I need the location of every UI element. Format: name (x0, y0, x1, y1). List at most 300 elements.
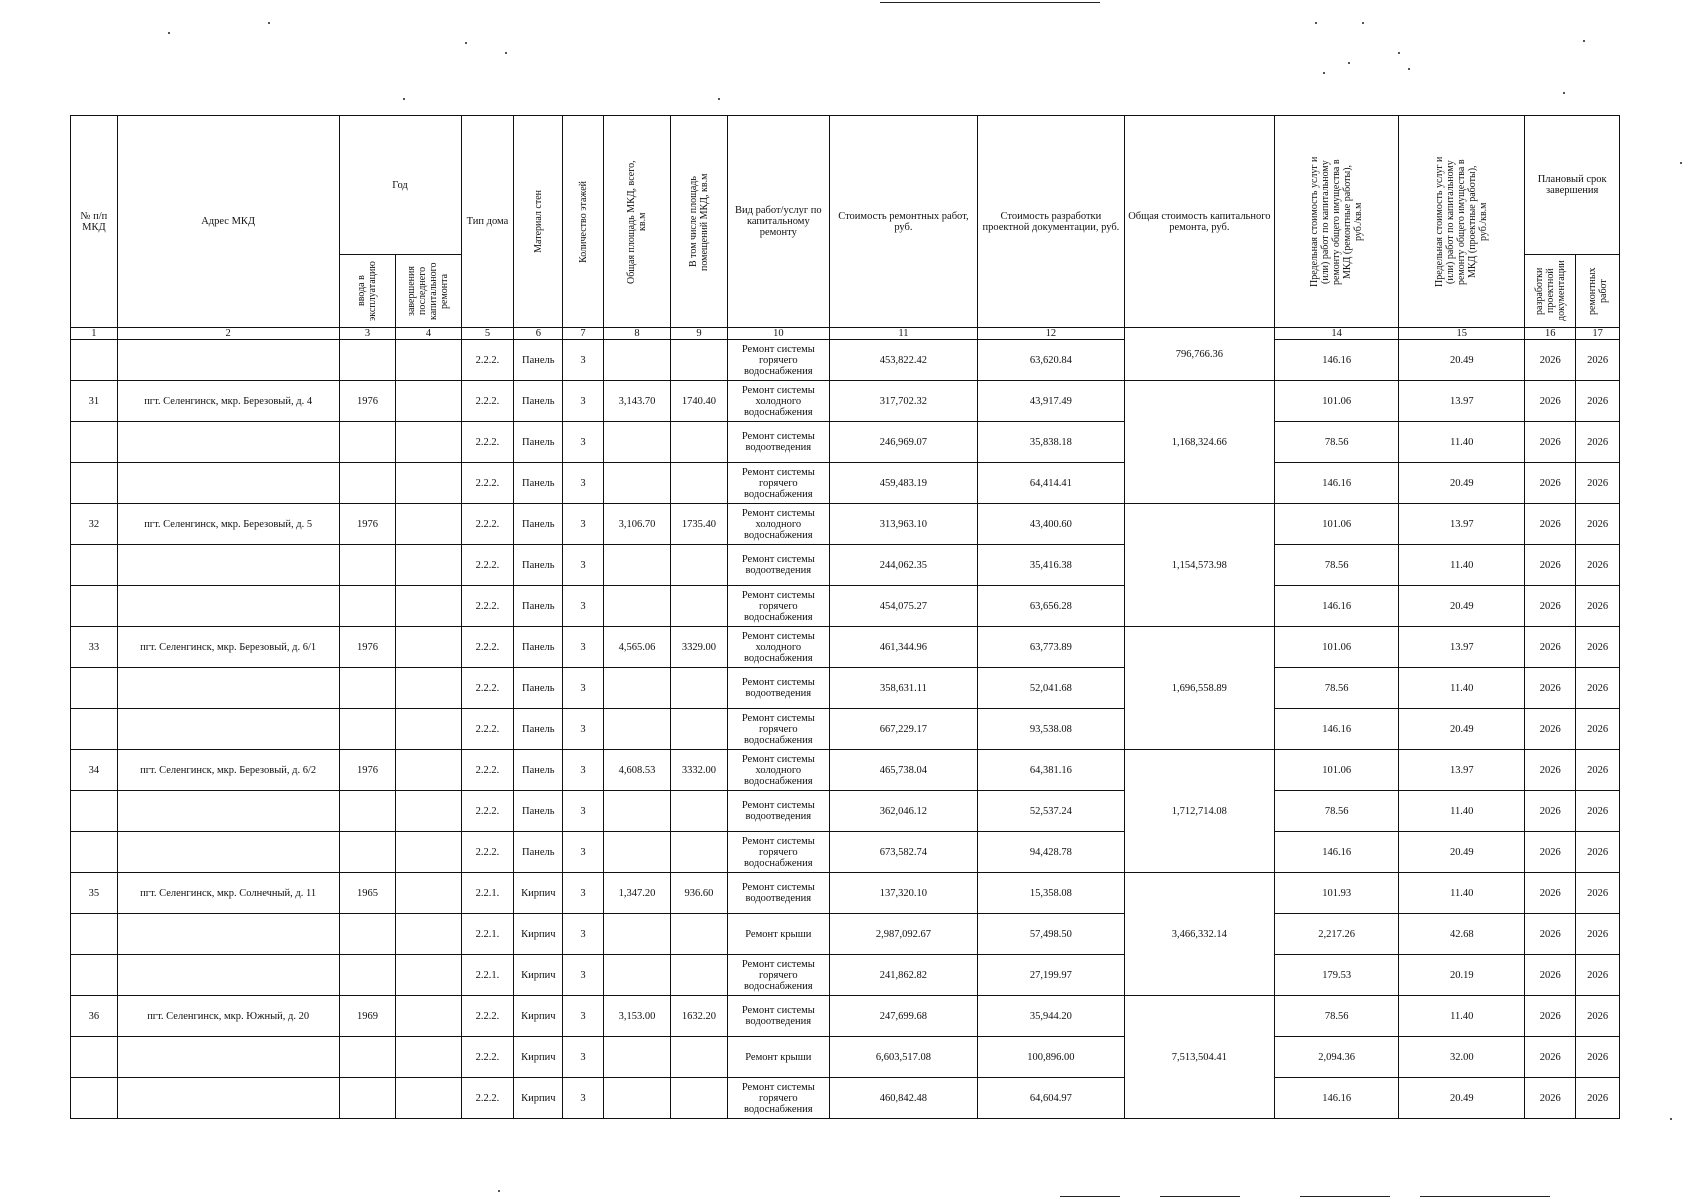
total-area-cell: 1,347.20 (603, 873, 670, 914)
last-repair-year-cell (396, 463, 461, 504)
limit-project-cell: 20.49 (1399, 340, 1525, 381)
empty-cell (71, 586, 118, 627)
house-type-cell: 2.2.1. (461, 955, 514, 996)
col-header-total-cost: Общая стоимость капитального ремонта, руб. (1124, 116, 1275, 328)
repair-cost-cell: 362,046.12 (829, 791, 977, 832)
empty-cell (71, 340, 118, 381)
deadline-project-cell: 2026 (1525, 1078, 1576, 1119)
col-number: 9 (671, 328, 728, 340)
address-cell: пгт. Селенгинск, мкр. Березовый, д. 4 (117, 381, 339, 422)
empty-cell (603, 545, 670, 586)
limit-repair-cell: 2,217.26 (1275, 914, 1399, 955)
empty-cell (71, 463, 118, 504)
col-header-wall-material (514, 116, 563, 328)
rooms-area-cell: 3329.00 (671, 627, 728, 668)
mkd-number-cell: 34 (71, 750, 118, 791)
deadline-repair-cell: 2026 (1576, 914, 1620, 955)
house-type-cell: 2.2.2. (461, 750, 514, 791)
repair-cost-cell: 2,987,092.67 (829, 914, 977, 955)
repair-cost-cell: 461,344.96 (829, 627, 977, 668)
floors-cell: 3 (563, 914, 604, 955)
col-header-commission-year-text: ввода в эксплуатацию (356, 261, 379, 321)
empty-cell (117, 422, 339, 463)
repair-cost-cell: 454,075.27 (829, 586, 977, 627)
table-row (71, 504, 1620, 545)
empty-cell (671, 832, 728, 873)
table-row (71, 340, 1620, 381)
limit-project-cell: 20.49 (1399, 1078, 1525, 1119)
limit-project-cell: 11.40 (1399, 873, 1525, 914)
empty-cell (339, 422, 396, 463)
empty-cell (117, 1037, 339, 1078)
commission-year-cell: 1969 (339, 996, 396, 1037)
house-type-cell: 2.2.2. (461, 504, 514, 545)
house-type-cell: 2.2.1. (461, 873, 514, 914)
project-cost-cell: 100,896.00 (978, 1037, 1124, 1078)
last-repair-year-cell (396, 586, 461, 627)
empty-cell (603, 340, 670, 381)
limit-repair-cell: 101.06 (1275, 504, 1399, 545)
col-header-work-type: Вид работ/услуг по капитальному ремонту (727, 116, 829, 328)
table-row (71, 545, 1620, 586)
col-number: 4 (396, 328, 461, 340)
empty-cell (117, 955, 339, 996)
deadline-project-cell: 2026 (1525, 873, 1576, 914)
table-row (71, 586, 1620, 627)
limit-repair-cell: 179.53 (1275, 955, 1399, 996)
deadline-repair-cell: 2026 (1576, 463, 1620, 504)
last-repair-year-cell (396, 996, 461, 1037)
col-number: 12 (978, 328, 1124, 340)
commission-year-cell: 1976 (339, 750, 396, 791)
empty-cell (117, 545, 339, 586)
limit-repair-cell: 101.06 (1275, 750, 1399, 791)
limit-repair-cell: 78.56 (1275, 668, 1399, 709)
empty-cell (117, 340, 339, 381)
limit-project-cell: 20.49 (1399, 463, 1525, 504)
limit-repair-cell: 101.93 (1275, 873, 1399, 914)
wall-material-cell: Панель (514, 463, 563, 504)
repair-cost-cell: 247,699.68 (829, 996, 977, 1037)
project-cost-cell: 27,199.97 (978, 955, 1124, 996)
col-header-deadline-repair (1576, 255, 1620, 328)
limit-repair-cell: 146.16 (1275, 463, 1399, 504)
wall-material-cell: Панель (514, 586, 563, 627)
empty-cell (71, 832, 118, 873)
limit-project-cell: 32.00 (1399, 1037, 1525, 1078)
col-number: 7 (563, 328, 604, 340)
empty-cell (339, 586, 396, 627)
scan-speck (1398, 52, 1400, 54)
mkd-number-cell: 31 (71, 381, 118, 422)
work-type-cell: Ремонт системы водоотведения (727, 422, 829, 463)
limit-project-cell: 42.68 (1399, 914, 1525, 955)
scan-speck (1583, 40, 1585, 42)
repair-cost-cell: 460,842.48 (829, 1078, 977, 1119)
address-cell: пгт. Селенгинск, мкр. Солнечный, д. 11 (117, 873, 339, 914)
empty-cell (603, 586, 670, 627)
rooms-area-cell: 1632.20 (671, 996, 728, 1037)
repair-cost-cell: 459,483.19 (829, 463, 977, 504)
deadline-repair-cell: 2026 (1576, 955, 1620, 996)
total-cost-cell: 3,466,332.14 (1124, 873, 1275, 996)
project-cost-cell: 64,604.97 (978, 1078, 1124, 1119)
scan-speck (168, 32, 170, 34)
deadline-repair-cell: 2026 (1576, 996, 1620, 1037)
mkd-number-cell: 33 (71, 627, 118, 668)
empty-cell (71, 668, 118, 709)
project-cost-cell: 35,838.18 (978, 422, 1124, 463)
floors-cell: 3 (563, 504, 604, 545)
wall-material-cell: Кирпич (514, 914, 563, 955)
deadline-repair-cell: 2026 (1576, 627, 1620, 668)
rooms-area-cell: 3332.00 (671, 750, 728, 791)
col-number: 5 (461, 328, 514, 340)
wall-material-cell: Кирпич (514, 873, 563, 914)
wall-material-cell: Панель (514, 709, 563, 750)
limit-project-cell: 11.40 (1399, 545, 1525, 586)
table-row (71, 627, 1620, 668)
repair-cost-cell: 241,862.82 (829, 955, 977, 996)
empty-cell (396, 340, 461, 381)
scan-speck (1680, 162, 1682, 164)
empty-cell (671, 463, 728, 504)
empty-cell (603, 709, 670, 750)
house-type-cell: 2.2.2. (461, 422, 514, 463)
col-number: 3 (339, 328, 396, 340)
last-repair-year-cell (396, 791, 461, 832)
col-header-commission-year (339, 255, 396, 328)
deadline-project-cell: 2026 (1525, 750, 1576, 791)
floors-cell: 3 (563, 381, 604, 422)
scan-speck (1315, 22, 1317, 24)
table-row (71, 668, 1620, 709)
last-repair-year-cell (396, 955, 461, 996)
scan-line (1300, 1196, 1390, 1197)
table-row (71, 873, 1620, 914)
total-area-cell: 4,608.53 (603, 750, 670, 791)
col-header-address: Адрес МКД (117, 116, 339, 328)
limit-project-cell: 11.40 (1399, 996, 1525, 1037)
empty-cell (603, 914, 670, 955)
floors-cell: 3 (563, 955, 604, 996)
scan-speck (465, 42, 467, 44)
wall-material-cell: Панель (514, 545, 563, 586)
empty-cell (71, 914, 118, 955)
work-type-cell: Ремонт крыши (727, 914, 829, 955)
floors-cell: 3 (563, 463, 604, 504)
mkd-number-cell: 32 (71, 504, 118, 545)
col-header-rooms-area-text: В том числе площадь помещений МКД, кв.м (687, 172, 710, 271)
floors-cell: 3 (563, 668, 604, 709)
deadline-project-cell: 2026 (1525, 381, 1576, 422)
last-repair-year-cell (396, 873, 461, 914)
work-type-cell: Ремонт системы горячего водоснабжения (727, 832, 829, 873)
total-cost-cell: 1,168,324.66 (1124, 381, 1275, 504)
deadline-repair-cell: 2026 (1576, 1078, 1620, 1119)
house-type-cell: 2.2.2. (461, 340, 514, 381)
project-cost-cell: 52,537.24 (978, 791, 1124, 832)
scan-line (1160, 1196, 1240, 1197)
col-number-13: 796,766.36 (1124, 328, 1275, 381)
project-cost-cell: 35,944.20 (978, 996, 1124, 1037)
empty-cell (117, 832, 339, 873)
col-header-floors-text: Количество этажей (577, 180, 589, 263)
floors-cell: 3 (563, 791, 604, 832)
floors-cell: 3 (563, 545, 604, 586)
work-type-cell: Ремонт системы водоотведения (727, 873, 829, 914)
total-area-cell: 4,565.06 (603, 627, 670, 668)
col-number: 16 (1525, 328, 1576, 340)
deadline-project-cell: 2026 (1525, 340, 1576, 381)
repair-cost-cell: 244,062.35 (829, 545, 977, 586)
wall-material-cell: Панель (514, 422, 563, 463)
deadline-repair-cell: 2026 (1576, 340, 1620, 381)
limit-project-cell: 11.40 (1399, 668, 1525, 709)
deadline-project-cell: 2026 (1525, 627, 1576, 668)
work-type-cell: Ремонт системы водоотведения (727, 545, 829, 586)
empty-cell (339, 791, 396, 832)
deadline-repair-cell: 2026 (1576, 381, 1620, 422)
limit-repair-cell: 101.06 (1275, 381, 1399, 422)
deadline-repair-cell: 2026 (1576, 832, 1620, 873)
deadline-repair-cell: 2026 (1576, 668, 1620, 709)
project-cost-cell: 63,656.28 (978, 586, 1124, 627)
limit-project-cell: 11.40 (1399, 791, 1525, 832)
wall-material-cell: Панель (514, 791, 563, 832)
deadline-repair-cell: 2026 (1576, 422, 1620, 463)
floors-cell: 3 (563, 422, 604, 463)
work-type-cell: Ремонт системы водоотведения (727, 668, 829, 709)
limit-project-cell: 13.97 (1399, 750, 1525, 791)
floors-cell: 3 (563, 709, 604, 750)
empty-cell (339, 668, 396, 709)
last-repair-year-cell (396, 1037, 461, 1078)
total-cost-cell: 7,513,504.41 (1124, 996, 1275, 1119)
col-number: 6 (514, 328, 563, 340)
limit-repair-cell: 78.56 (1275, 545, 1399, 586)
col-header-total-area-text: Общая площадь МКД, всего, кв.м (625, 159, 648, 284)
table-row (71, 791, 1620, 832)
wall-material-cell: Панель (514, 504, 563, 545)
address-cell: пгт. Селенгинск, мкр. Южный, д. 20 (117, 996, 339, 1037)
project-cost-cell: 35,416.38 (978, 545, 1124, 586)
repair-cost-cell: 313,963.10 (829, 504, 977, 545)
limit-project-cell: 20.19 (1399, 955, 1525, 996)
empty-cell (671, 709, 728, 750)
last-repair-year-cell (396, 504, 461, 545)
empty-cell (71, 791, 118, 832)
limit-repair-cell: 78.56 (1275, 422, 1399, 463)
mkd-number-cell: 36 (71, 996, 118, 1037)
col-header-no: № п/п МКД (71, 116, 118, 328)
table-row (71, 996, 1620, 1037)
work-type-cell: Ремонт системы горячего водоснабжения (727, 463, 829, 504)
table-row (71, 463, 1620, 504)
empty-cell (117, 586, 339, 627)
empty-cell (117, 463, 339, 504)
total-area-cell: 3,143.70 (603, 381, 670, 422)
col-number: 15 (1399, 328, 1525, 340)
address-cell: пгт. Селенгинск, мкр. Березовый, д. 6/1 (117, 627, 339, 668)
scan-line (880, 2, 1100, 3)
scan-speck (1362, 22, 1364, 24)
scan-speck (1563, 92, 1565, 94)
deadline-repair-cell: 2026 (1576, 873, 1620, 914)
table-row (71, 750, 1620, 791)
empty-cell (603, 463, 670, 504)
deadline-project-cell: 2026 (1525, 545, 1576, 586)
scan-speck (1323, 72, 1325, 74)
col-header-deadline-project (1525, 255, 1576, 328)
total-cost-cell: 1,696,558.89 (1124, 627, 1275, 750)
empty-cell (671, 545, 728, 586)
house-type-cell: 2.2.2. (461, 545, 514, 586)
empty-cell (71, 955, 118, 996)
col-number: 2 (117, 328, 339, 340)
last-repair-year-cell (396, 668, 461, 709)
house-type-cell: 2.2.2. (461, 709, 514, 750)
empty-cell (339, 709, 396, 750)
limit-repair-cell: 101.06 (1275, 627, 1399, 668)
wall-material-cell: Панель (514, 627, 563, 668)
wall-material-cell: Панель (514, 750, 563, 791)
floors-cell: 3 (563, 586, 604, 627)
table-row (71, 1078, 1620, 1119)
empty-cell (603, 832, 670, 873)
project-cost-cell: 43,917.49 (978, 381, 1124, 422)
limit-project-cell: 20.49 (1399, 586, 1525, 627)
table-row (71, 914, 1620, 955)
col-header-deadline-group: Плановый срок завершения (1525, 116, 1620, 255)
last-repair-year-cell (396, 832, 461, 873)
limit-project-cell: 13.97 (1399, 627, 1525, 668)
table-row (71, 955, 1620, 996)
col-header-deadline-repair-text: ремонтных работ (1586, 267, 1609, 315)
total-cost-cell: 1,712,714.08 (1124, 750, 1275, 873)
empty-cell (671, 668, 728, 709)
col-number: 11 (829, 328, 977, 340)
scan-speck (505, 52, 507, 54)
commission-year-cell: 1976 (339, 381, 396, 422)
deadline-repair-cell: 2026 (1576, 586, 1620, 627)
floors-cell: 3 (563, 996, 604, 1037)
deadline-project-cell: 2026 (1525, 504, 1576, 545)
limit-project-cell: 13.97 (1399, 504, 1525, 545)
limit-repair-cell: 146.16 (1275, 586, 1399, 627)
empty-cell (339, 545, 396, 586)
empty-cell (117, 791, 339, 832)
rooms-area-cell: 936.60 (671, 873, 728, 914)
col-header-last-repair-year (396, 255, 461, 328)
col-header-last-repair-year-text: завершения последнего капитального ремонта (406, 262, 451, 320)
col-header-floors (563, 116, 604, 328)
deadline-project-cell: 2026 (1525, 996, 1576, 1037)
repair-cost-cell: 246,969.07 (829, 422, 977, 463)
last-repair-year-cell (396, 422, 461, 463)
col-header-house-type: Тип дома (461, 116, 514, 328)
deadline-repair-cell: 2026 (1576, 504, 1620, 545)
project-cost-cell: 64,381.16 (978, 750, 1124, 791)
deadline-project-cell: 2026 (1525, 668, 1576, 709)
project-cost-cell: 15,358.08 (978, 873, 1124, 914)
deadline-repair-cell: 2026 (1576, 545, 1620, 586)
deadline-repair-cell: 2026 (1576, 1037, 1620, 1078)
limit-repair-cell: 146.16 (1275, 340, 1399, 381)
col-number: 10 (727, 328, 829, 340)
limit-repair-cell: 2,094.36 (1275, 1037, 1399, 1078)
house-type-cell: 2.2.2. (461, 832, 514, 873)
project-cost-cell: 63,620.84 (978, 340, 1124, 381)
house-type-cell: 2.2.2. (461, 463, 514, 504)
col-header-limit-project (1399, 116, 1525, 328)
deadline-project-cell: 2026 (1525, 422, 1576, 463)
empty-cell (671, 586, 728, 627)
repair-cost-cell: 358,631.11 (829, 668, 977, 709)
deadline-project-cell: 2026 (1525, 586, 1576, 627)
deadline-project-cell: 2026 (1525, 791, 1576, 832)
scan-speck (1348, 62, 1350, 64)
empty-cell (117, 914, 339, 955)
empty-cell (117, 668, 339, 709)
last-repair-year-cell (396, 709, 461, 750)
house-type-cell: 2.2.2. (461, 586, 514, 627)
empty-cell (339, 914, 396, 955)
repair-cost-cell: 453,822.42 (829, 340, 977, 381)
work-type-cell: Ремонт системы холодного водоснабжения (727, 627, 829, 668)
repair-register-table (70, 115, 1620, 1119)
deadline-project-cell: 2026 (1525, 709, 1576, 750)
house-type-cell: 2.2.2. (461, 668, 514, 709)
limit-repair-cell: 146.16 (1275, 832, 1399, 873)
floors-cell: 3 (563, 873, 604, 914)
work-type-cell: Ремонт системы водоотведения (727, 791, 829, 832)
empty-cell (339, 832, 396, 873)
empty-cell (671, 1078, 728, 1119)
house-type-cell: 2.2.2. (461, 1078, 514, 1119)
total-area-cell: 3,153.00 (603, 996, 670, 1037)
deadline-repair-cell: 2026 (1576, 791, 1620, 832)
col-header-total-area (603, 116, 670, 328)
col-number: 1 (71, 328, 118, 340)
house-type-cell: 2.2.2. (461, 627, 514, 668)
scan-speck (1408, 68, 1410, 70)
empty-cell (71, 422, 118, 463)
empty-cell (117, 1078, 339, 1119)
mkd-number-cell: 35 (71, 873, 118, 914)
floors-cell: 3 (563, 1078, 604, 1119)
empty-cell (339, 1037, 396, 1078)
floors-cell: 3 (563, 1037, 604, 1078)
col-header-rooms-area (671, 116, 728, 328)
last-repair-year-cell (396, 381, 461, 422)
project-cost-cell: 52,041.68 (978, 668, 1124, 709)
empty-cell (671, 955, 728, 996)
col-header-limit-project-text: Предельная стоимость услуг и (или) работ по капитальному ремонту общего имущества в МКД (проектные работы), руб./кв.м (1434, 156, 1490, 287)
col-header-repair-cost: Стоимость ремонтных работ, руб. (829, 116, 977, 328)
repair-cost-cell: 137,320.10 (829, 873, 977, 914)
floors-cell: 3 (563, 627, 604, 668)
col-number: 8 (603, 328, 670, 340)
empty-cell (603, 955, 670, 996)
table-row (71, 1037, 1620, 1078)
wall-material-cell: Кирпич (514, 996, 563, 1037)
scan-speck (498, 1190, 500, 1192)
house-type-cell: 2.2.2. (461, 1037, 514, 1078)
scan-line (1420, 1196, 1550, 1197)
last-repair-year-cell (396, 1078, 461, 1119)
wall-material-cell: Панель (514, 381, 563, 422)
